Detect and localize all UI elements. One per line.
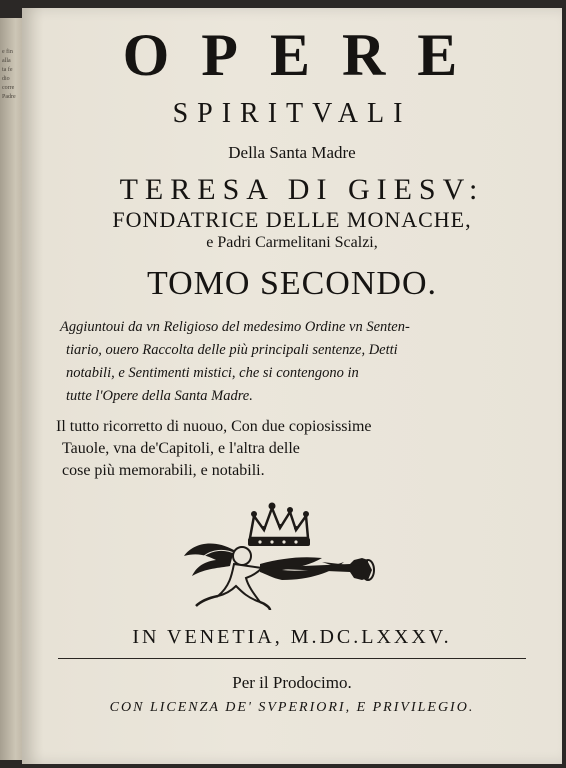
printer-device-emblem-icon bbox=[172, 498, 382, 613]
author-name: TERESA DI GIESV: bbox=[119, 173, 485, 206]
author-role: FONDATRICE DELLE MONACHE, bbox=[112, 207, 472, 232]
imprint-divider bbox=[58, 658, 526, 659]
line-della-santa-madre: Della Santa Madre bbox=[228, 143, 356, 162]
addition-description: Aggiuntoui da vn Religioso del medesimo Ordine vn Senten- tiario, ouero Raccolta delle più principali sentenze, Detti notabili, e Sentimenti mistici, che si contengono in tutte l'Opere della Santa Madre. bbox=[60, 319, 410, 404]
license-line: CON LICENZA DE' SVPERIORI, E PRIVILEGIO. bbox=[109, 700, 475, 715]
author-order: e Padri Carmelitani Scalzi, bbox=[206, 234, 378, 251]
title-page bbox=[22, 8, 562, 764]
book-title: OPERE bbox=[122, 22, 490, 88]
left-page-fragments: e fin alla ta fe dio corre Padre bbox=[2, 49, 16, 100]
printer-line: Per il Prodocimo. bbox=[232, 673, 352, 692]
volume-label: TOMO SECONDO. bbox=[146, 265, 438, 302]
place-and-date: IN VENETIA, M.DC.LXXXV. bbox=[132, 626, 452, 648]
book-subtitle: SPIRITVALI bbox=[172, 98, 412, 129]
revision-description: Il tutto ricorretto di nuouo, Con due copiosissime Tauole, vna de'Capitoli, e l'altra delle cose più memorabili, e notabili. bbox=[56, 418, 372, 479]
